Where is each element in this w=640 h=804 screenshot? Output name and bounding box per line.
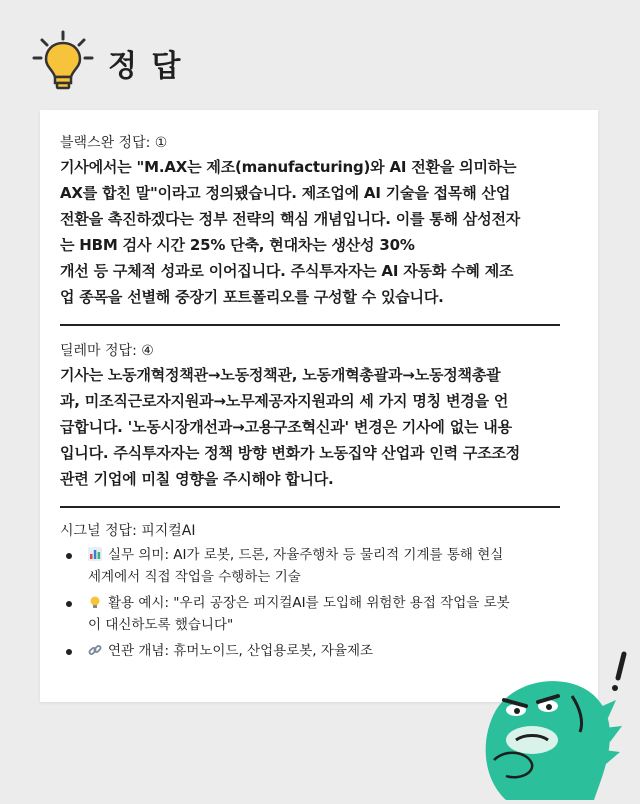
bullet-text: 연관 개념: 휴머노이드, 산업용로봇, 자율제조 [108, 643, 374, 659]
bullet-text: 실무 의미: AI가 로봇, 드론, 자율주행차 등 물리적 기계를 통해 현실 [108, 547, 504, 563]
header [28, 28, 182, 98]
divider [60, 506, 560, 508]
bar-chart-icon [88, 546, 102, 560]
body-line: 관련 기업에 미칠 영향을 주시해야 합니다. [60, 470, 334, 488]
body-line: 업 종목을 선별해 중장기 포트폴리오를 구성할 수 있습니다. [60, 288, 444, 306]
signal-bullet-list [60, 544, 572, 662]
body-line: 기사에서는 "M.AX는 제조(manufacturing)와 AI 전환을 의미하는 [60, 158, 517, 176]
bullet-dot [66, 553, 72, 559]
section-body [60, 154, 572, 310]
body-line: 는 HBM 검사 시간 25% 단축, 현대차는 생산성 30% [60, 236, 415, 254]
lightbulb-icon [88, 594, 102, 608]
blackswan-answer-section [60, 132, 572, 310]
dilemma-answer-section [60, 340, 572, 492]
body-line: 급합니다. '노동시장개선과→고용구조혁신과' 변경은 기사에 없는 내용 [60, 418, 512, 436]
lightbulb-icon [28, 28, 98, 98]
bullet-text: 세계에서 직접 작업을 수행하는 기술 [88, 569, 301, 585]
list-item [60, 592, 572, 636]
signal-answer-section [60, 520, 572, 666]
section-body [60, 362, 572, 492]
bullet-dot [66, 649, 72, 655]
link-icon [88, 642, 102, 656]
section-label: 블랙스완 정답: ① [60, 135, 168, 151]
body-line: AX를 합친 말"이라고 정의됐습니다. 제조업에 AI 기술을 접목해 산업 [60, 184, 511, 202]
bullet-text: 이 대신하도록 했습니다" [88, 617, 234, 633]
body-line: 과, 미조직근로자지원과→노무제공자지원과의 세 가지 명칭 변경을 언 [60, 392, 509, 410]
page-title: 정 답 [108, 49, 183, 84]
divider [60, 324, 560, 326]
bullet-text: 활용 예시: "우리 공장은 피지컬AI를 도입해 위험한 용접 작업을 로봇 [108, 595, 510, 611]
bullet-dot [66, 601, 72, 607]
body-line: 입니다. 주식투자자는 정책 방향 변화가 노동집약 산업과 인력 구조조정 [60, 444, 521, 462]
section-label: 딜레마 정답: ④ [60, 343, 154, 359]
body-line: 기사는 노동개혁정책관→노동정책관, 노동개혁총괄과→노동정책총괄 [60, 366, 501, 384]
section-label: 시그널 정답: 피지컬AI [60, 523, 196, 539]
body-line: 전환을 촉진하겠다는 정부 전략의 핵심 개념입니다. 이를 통해 삼성전자 [60, 210, 521, 228]
dinosaur-mascot-icon [476, 648, 640, 800]
answer-card [40, 110, 598, 702]
body-line: 개선 등 구체적 성과로 이어집니다. 주식투자자는 AI 자동화 수혜 제조 [60, 262, 514, 280]
list-item [60, 544, 572, 588]
